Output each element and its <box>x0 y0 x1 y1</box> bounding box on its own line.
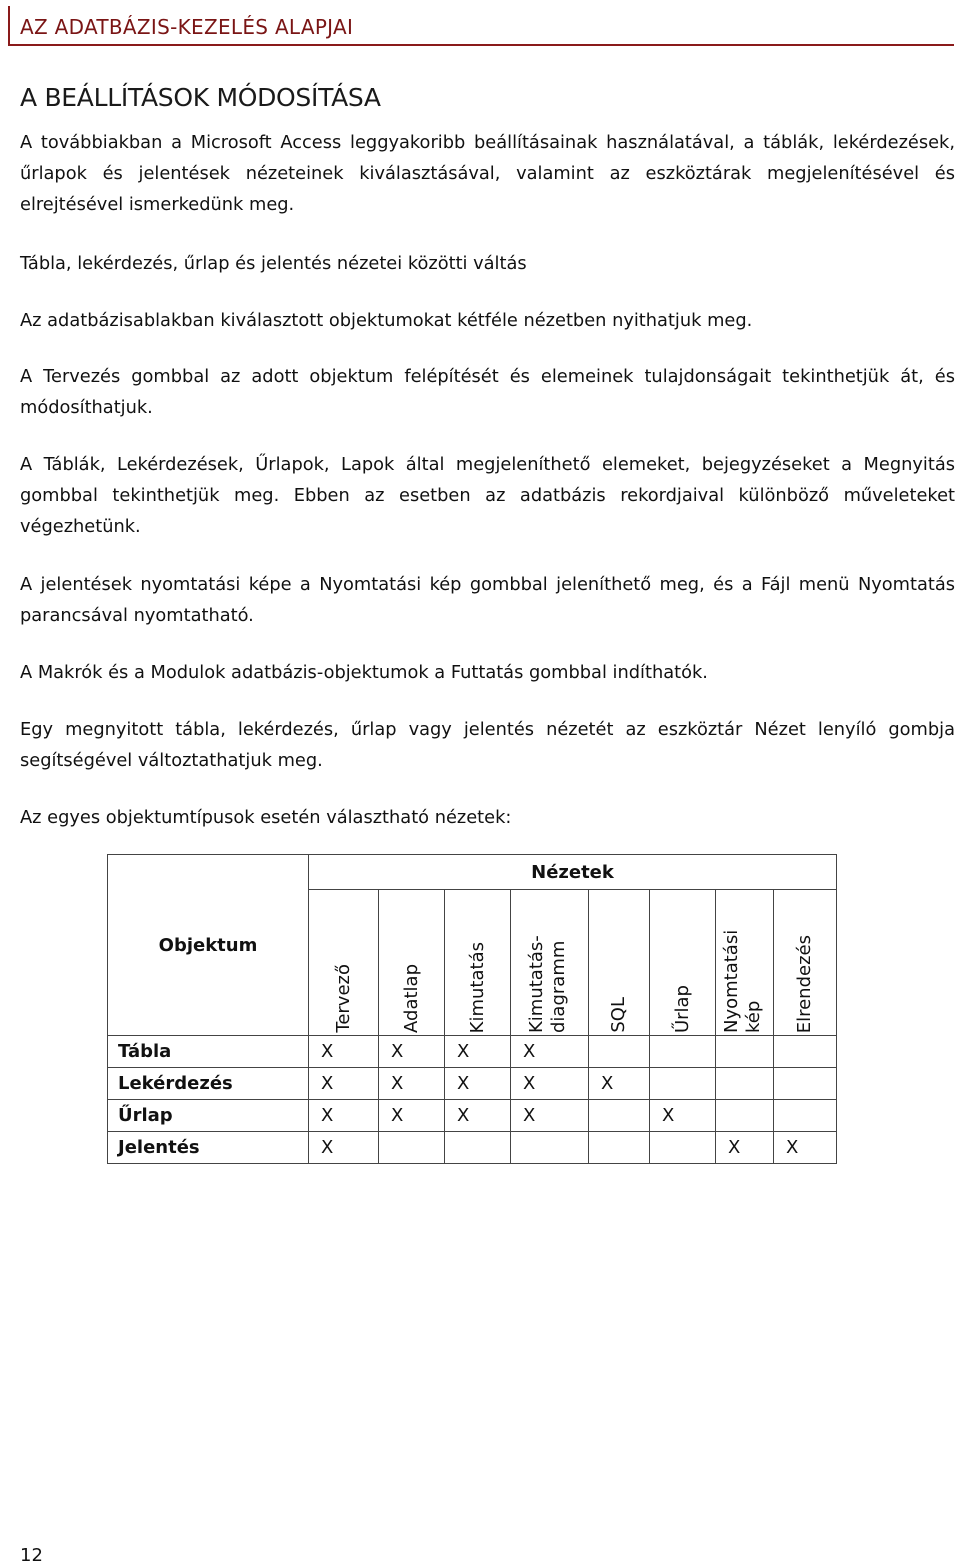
subheading-view-switch: Tábla, lekérdezés, űrlap és jelentés nézetei közötti váltás <box>20 253 527 274</box>
row-label: Űrlap <box>108 1100 309 1132</box>
table-cell <box>716 1036 774 1068</box>
table-cell <box>716 1100 774 1132</box>
table-cell <box>650 1036 716 1068</box>
table-cell: X <box>309 1100 379 1132</box>
table-cell <box>774 1100 837 1132</box>
page-header <box>8 6 954 46</box>
table-cell <box>650 1132 716 1164</box>
view-header-label: Adatlap <box>400 964 422 1033</box>
views-group-header: Nézetek <box>309 855 837 890</box>
table-cell <box>650 1068 716 1100</box>
table-cell: X <box>445 1036 511 1068</box>
view-header-cell <box>445 890 511 1036</box>
paragraph-design-button: A Tervezés gombbal az adott objektum felépítését és elemeinek tulajdonságait tekinthetjük át, és módosíthatjuk. <box>20 366 955 418</box>
view-header-label: Elrendezés <box>794 934 815 1033</box>
view-header-label: SQL <box>608 997 629 1033</box>
view-header-cell <box>379 890 445 1036</box>
table-cell: X <box>716 1132 774 1164</box>
paragraph-two-views: Az adatbázisablakban kiválasztott objektumokat kétféle nézetben nyithatjuk meg. <box>20 310 753 331</box>
table-cell: X <box>511 1068 589 1100</box>
view-header-label: Űrlap <box>671 984 693 1033</box>
table-cell: X <box>445 1100 511 1132</box>
row-label: Lekérdezés <box>108 1068 309 1100</box>
page-number: 12 <box>20 1545 43 1566</box>
view-header-cell <box>589 890 650 1036</box>
table-cell <box>589 1036 650 1068</box>
table-cell <box>774 1036 837 1068</box>
views-table <box>107 854 837 1164</box>
header-title: AZ ADATBÁZIS-KEZELÉS ALAPJAI <box>20 15 354 39</box>
table-row <box>108 1132 837 1164</box>
table-cell: X <box>379 1036 445 1068</box>
table-row <box>108 1100 837 1132</box>
table-cell: X <box>309 1132 379 1164</box>
table-cell: X <box>309 1068 379 1100</box>
object-header: Objektum <box>108 855 309 1036</box>
table-cell: X <box>511 1100 589 1132</box>
table-cell <box>445 1132 511 1164</box>
table-cell: X <box>379 1100 445 1132</box>
row-label: Jelentés <box>108 1132 309 1164</box>
view-header-cell <box>716 890 774 1036</box>
table-row <box>108 1068 837 1100</box>
table-cell <box>774 1068 837 1100</box>
paragraph-table-intro: Az egyes objektumtípusok esetén választható nézetek: <box>20 807 512 828</box>
paragraph-open-button: A Táblák, Lekérdezések, Űrlapok, Lapok által megjeleníthető elemeket, bejegyzéseket a Megnyitás gombbal tekinthetjük meg. Ebben az esetben az adatbázis rekordjaival különböző műveleteket végezhetünk. <box>20 454 955 537</box>
table-row <box>108 1036 837 1068</box>
table-cell <box>379 1132 445 1164</box>
row-label: Tábla <box>108 1036 309 1068</box>
view-header-label: Nyomtatási kép <box>720 929 764 1033</box>
view-header-cell <box>650 890 716 1036</box>
paragraph-view-dropdown: Egy megnyitott tábla, lekérdezés, űrlap vagy jelentés nézetét az eszköztár Nézet lenyíló gombja segítségével változtathatjuk meg. <box>20 719 955 771</box>
table-cell <box>589 1100 650 1132</box>
table-cell: X <box>445 1068 511 1100</box>
section-title: A BEÁLLÍTÁSOK MÓDOSÍTÁSA <box>20 83 381 112</box>
view-header-label: Kimutatás <box>466 941 488 1033</box>
table-cell: X <box>589 1068 650 1100</box>
paragraph-print-preview: A jelentések nyomtatási képe a Nyomtatási kép gombbal jeleníthető meg, és a Fájl menü Nyomtatás parancsával nyomtatható. <box>20 574 955 626</box>
view-header-cell <box>309 890 379 1036</box>
intro-paragraph: A továbbiakban a Microsoft Access leggyakoribb beállításainak használatával, a táblák, lekérdezések, űrlapok és jelentések nézeteinek kiválasztásával, valamint az eszköztárak megjelenítésével és elrejtésével ismerkedünk meg. <box>20 132 955 215</box>
table-cell <box>716 1068 774 1100</box>
table-cell <box>589 1132 650 1164</box>
view-header-label: Tervező <box>332 964 354 1033</box>
table-cell: X <box>309 1036 379 1068</box>
table-cell: X <box>379 1068 445 1100</box>
table-cell <box>511 1132 589 1164</box>
table-cell: X <box>511 1036 589 1068</box>
view-header-label: Kimutatás-diagramm <box>525 935 569 1033</box>
view-header-cell <box>511 890 589 1036</box>
table-cell: X <box>774 1132 837 1164</box>
paragraph-macros: A Makrók és a Modulok adatbázis-objektumok a Futtatás gombbal indíthatók. <box>20 662 708 683</box>
view-header-cell <box>774 890 837 1036</box>
table-cell: X <box>650 1100 716 1132</box>
